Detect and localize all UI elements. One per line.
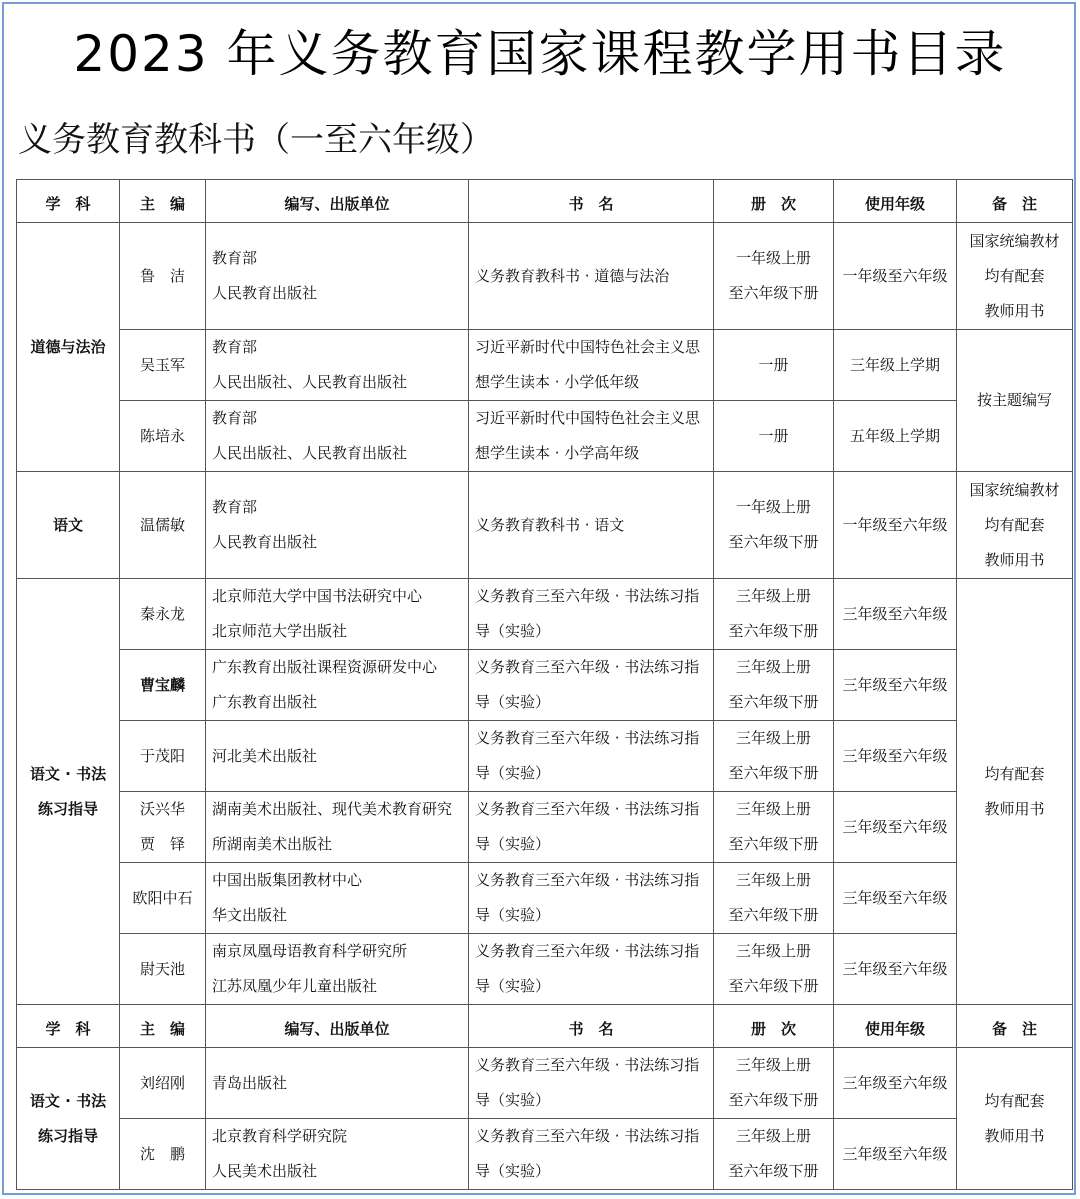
editor-cell: 温儒敏 — [120, 472, 206, 579]
publisher-cell: 中国出版集团教材中心 华文出版社 — [206, 863, 469, 934]
table-row — [17, 472, 1073, 579]
header-book: 书 名 — [469, 180, 714, 223]
volume-cell: 三年级上册 至六年级下册 — [714, 934, 834, 1005]
editor-cell: 欧阳中石 — [120, 863, 206, 934]
volume-cell: 一年级上册 至六年级下册 — [714, 223, 834, 330]
editor-cell: 沃兴华 贾 铎 — [120, 792, 206, 863]
document-title: 2023 年义务教育国家课程教学用书目录 — [73, 25, 1007, 83]
publisher-cell: 教育部 人民教育出版社 — [206, 223, 469, 330]
publisher-cell: 北京师范大学中国书法研究中心 北京师范大学出版社 — [206, 579, 469, 650]
volume-cell: 三年级上册 至六年级下册 — [714, 792, 834, 863]
table-header-row — [17, 1005, 1073, 1048]
note-cell: 均有配套 教师用书 — [957, 579, 1073, 1005]
editor-cell: 吴玉军 — [120, 330, 206, 401]
book-cell: 义务教育三至六年级 · 书法练习指 导（实验） — [469, 934, 714, 1005]
volume-cell: 一册 — [714, 330, 834, 401]
publisher-cell: 教育部 人民出版社、人民教育出版社 — [206, 401, 469, 472]
book-cell: 习近平新时代中国特色社会主义思 想学生读本 · 小学低年级 — [469, 330, 714, 401]
grade-cell: 三年级至六年级 — [834, 721, 957, 792]
header-editor: 主 编 — [120, 180, 206, 223]
publisher-cell: 教育部 人民教育出版社 — [206, 472, 469, 579]
book-cell: 义务教育教科书 · 道德与法治 — [469, 223, 714, 330]
header-volume: 册 次 — [714, 1005, 834, 1048]
grade-cell: 三年级至六年级 — [834, 792, 957, 863]
table-row — [17, 579, 1073, 650]
table-row — [17, 330, 1073, 401]
header-publisher: 编写、出版单位 — [206, 1005, 469, 1048]
header-note: 备 注 — [957, 180, 1073, 223]
publisher-cell: 教育部 人民出版社、人民教育出版社 — [206, 330, 469, 401]
volume-cell: 三年级上册 至六年级下册 — [714, 650, 834, 721]
header-subject: 学 科 — [17, 180, 120, 223]
book-cell: 义务教育三至六年级 · 书法练习指 导（实验） — [469, 650, 714, 721]
subject-cell: 语文 — [17, 472, 120, 579]
header-note: 备 注 — [957, 1005, 1073, 1048]
subject-cell: 道德与法治 — [17, 223, 120, 472]
editor-cell: 秦永龙 — [120, 579, 206, 650]
book-cell: 习近平新时代中国特色社会主义思 想学生读本 · 小学高年级 — [469, 401, 714, 472]
grade-cell: 三年级至六年级 — [834, 650, 957, 721]
grade-cell: 一年级至六年级 — [834, 472, 957, 579]
book-cell: 义务教育教科书 · 语文 — [469, 472, 714, 579]
table-row — [17, 863, 1073, 934]
book-cell: 义务教育三至六年级 · 书法练习指 导（实验） — [469, 792, 714, 863]
note-cell: 均有配套 教师用书 — [957, 1048, 1073, 1190]
header-volume: 册 次 — [714, 180, 834, 223]
book-cell: 义务教育三至六年级 · 书法练习指 导（实验） — [469, 1119, 714, 1190]
header-editor: 主 编 — [120, 1005, 206, 1048]
book-cell: 义务教育三至六年级 · 书法练习指 导（实验） — [469, 579, 714, 650]
section-subtitle: 义务教育教科书（一至六年级） — [18, 120, 494, 160]
publisher-cell: 北京教育科学研究院 人民美术出版社 — [206, 1119, 469, 1190]
volume-cell: 三年级上册 至六年级下册 — [714, 579, 834, 650]
volume-cell: 三年级上册 至六年级下册 — [714, 721, 834, 792]
publisher-cell: 青岛出版社 — [206, 1048, 469, 1119]
volume-cell: 一册 — [714, 401, 834, 472]
table-row — [17, 792, 1073, 863]
grade-cell: 五年级上学期 — [834, 401, 957, 472]
editor-cell: 于茂阳 — [120, 721, 206, 792]
editor-cell: 尉天池 — [120, 934, 206, 1005]
book-cell: 义务教育三至六年级 · 书法练习指 导（实验） — [469, 721, 714, 792]
header-subject: 学 科 — [17, 1005, 120, 1048]
book-cell: 义务教育三至六年级 · 书法练习指 导（实验） — [469, 863, 714, 934]
note-cell: 按主题编写 — [957, 330, 1073, 472]
header-grade: 使用年级 — [834, 1005, 957, 1048]
table-row — [17, 721, 1073, 792]
grade-cell: 一年级至六年级 — [834, 223, 957, 330]
editor-cell: 沈 鹏 — [120, 1119, 206, 1190]
subject-cell: 语文 · 书法 练习指导 — [17, 1048, 120, 1190]
note-cell: 国家统编教材 均有配套 教师用书 — [957, 472, 1073, 579]
volume-cell: 三年级上册 至六年级下册 — [714, 863, 834, 934]
table-header-row — [17, 180, 1073, 223]
publisher-cell: 广东教育出版社课程资源研发中心 广东教育出版社 — [206, 650, 469, 721]
volume-cell: 三年级上册 至六年级下册 — [714, 1119, 834, 1190]
table-row — [17, 401, 1073, 472]
table-row — [17, 1119, 1073, 1190]
note-cell: 国家统编教材 均有配套 教师用书 — [957, 223, 1073, 330]
table-row — [17, 934, 1073, 1005]
editor-cell: 刘绍刚 — [120, 1048, 206, 1119]
volume-cell: 一年级上册 至六年级下册 — [714, 472, 834, 579]
subject-cell: 语文 · 书法 练习指导 — [17, 579, 120, 1005]
header-publisher: 编写、出版单位 — [206, 180, 469, 223]
table-row — [17, 223, 1073, 330]
grade-cell: 三年级至六年级 — [834, 863, 957, 934]
grade-cell: 三年级至六年级 — [834, 1048, 957, 1119]
table-row — [17, 650, 1073, 721]
grade-cell: 三年级至六年级 — [834, 579, 957, 650]
grade-cell: 三年级至六年级 — [834, 1119, 957, 1190]
volume-cell: 三年级上册 至六年级下册 — [714, 1048, 834, 1119]
publisher-cell: 河北美术出版社 — [206, 721, 469, 792]
grade-cell: 三年级上学期 — [834, 330, 957, 401]
editor-cell: 陈培永 — [120, 401, 206, 472]
editor-cell: 鲁 洁 — [120, 223, 206, 330]
publisher-cell: 湖南美术出版社、现代美术教育研究 所湖南美术出版社 — [206, 792, 469, 863]
editor-cell: 曹宝麟 — [120, 650, 206, 721]
header-grade: 使用年级 — [834, 180, 957, 223]
table-row — [17, 1048, 1073, 1119]
publisher-cell: 南京凤凰母语教育科学研究所 江苏凤凰少年儿童出版社 — [206, 934, 469, 1005]
textbook-table — [16, 179, 1073, 1190]
grade-cell: 三年级至六年级 — [834, 934, 957, 1005]
book-cell: 义务教育三至六年级 · 书法练习指 导（实验） — [469, 1048, 714, 1119]
header-book: 书 名 — [469, 1005, 714, 1048]
